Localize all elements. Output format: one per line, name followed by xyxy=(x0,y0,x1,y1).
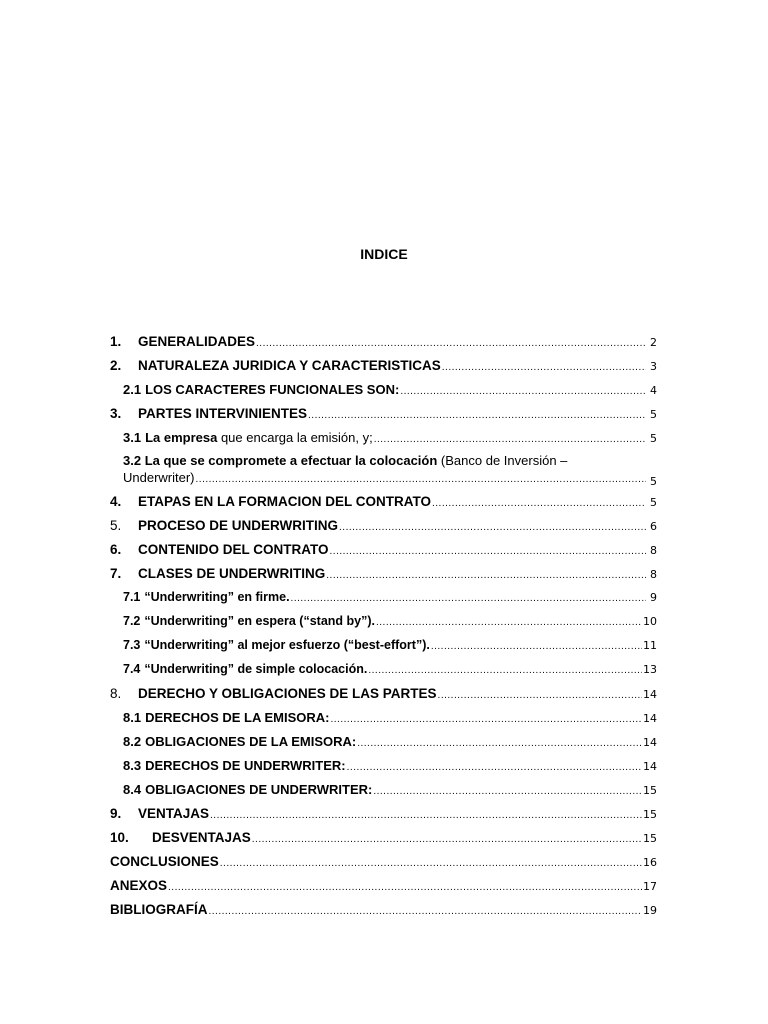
dot-leader xyxy=(339,519,646,536)
toc-label: LOS CARACTERES FUNCIONALES SON: xyxy=(145,382,400,397)
toc-page: 2 xyxy=(650,336,657,349)
toc-page: 17 xyxy=(643,880,657,893)
toc-page: 11 xyxy=(643,639,657,652)
dot-leader xyxy=(256,335,646,352)
toc-number: 10. xyxy=(110,830,129,845)
toc-page: 4 xyxy=(650,384,657,397)
toc-entry-etapas[interactable] xyxy=(110,493,657,512)
toc-page: 3 xyxy=(650,360,657,373)
toc-page: 15 xyxy=(643,832,657,845)
toc-number: 5. xyxy=(110,518,122,533)
toc-number: 7.3 xyxy=(123,638,141,652)
toc-page: 8 xyxy=(650,544,657,557)
toc-label-line2: Underwriter) xyxy=(123,470,195,485)
toc-label: OBLIGACIONES DE LA EMISORA: xyxy=(145,734,357,749)
toc-entry-empresa[interactable] xyxy=(123,429,657,448)
toc-label: DERECHO Y OBLIGACIONES DE LAS PARTES xyxy=(138,686,437,701)
toc-entry-desventajas[interactable] xyxy=(110,829,657,848)
dot-leader xyxy=(374,431,646,448)
toc-entry-espera[interactable] xyxy=(123,613,657,631)
dot-leader xyxy=(368,662,642,679)
toc-label: BIBLIOGRAFÍA xyxy=(110,902,208,917)
toc-label: PROCESO DE UNDERWRITING xyxy=(138,518,339,533)
toc-entry-obligaciones-emisora[interactable] xyxy=(123,733,657,752)
toc-page: 6 xyxy=(650,520,657,533)
toc-page: 5 xyxy=(650,496,657,509)
dot-leader xyxy=(308,407,646,424)
toc-label: ETAPAS EN LA FORMACION DEL CONTRATO xyxy=(138,494,431,509)
toc-label: CLASES DE UNDERWRITING xyxy=(138,566,326,581)
toc-page: 8 xyxy=(650,568,657,581)
toc-label: “Underwriting” de simple colocación. xyxy=(144,662,368,676)
toc-label: PARTES INTERVINIENTES xyxy=(138,406,308,421)
dot-leader xyxy=(400,383,646,400)
toc-entry-firme[interactable] xyxy=(123,589,657,607)
toc-label: CONCLUSIONES xyxy=(110,854,219,869)
toc-number: 6. xyxy=(110,542,122,557)
page-title: INDICE xyxy=(360,246,408,262)
toc-entry-partes[interactable] xyxy=(110,405,657,424)
toc-number: 8.2 xyxy=(123,734,142,749)
toc-number: 1. xyxy=(110,334,122,349)
dot-leader xyxy=(196,471,646,488)
dot-leader xyxy=(432,495,646,512)
dot-leader xyxy=(168,879,642,896)
toc-entry-naturaleza[interactable] xyxy=(110,357,657,376)
toc-page: 15 xyxy=(643,784,657,797)
dot-leader xyxy=(431,638,642,655)
toc-number: 3.2 xyxy=(123,453,142,468)
toc-entry-obligaciones-underwriter[interactable] xyxy=(123,781,657,800)
toc-page: 16 xyxy=(643,856,657,869)
toc-number: 9. xyxy=(110,806,122,821)
toc-entry-colocacion[interactable] xyxy=(123,452,657,488)
toc-entry-derechos-emisora[interactable] xyxy=(123,709,657,728)
toc-number: 2.1 xyxy=(123,382,142,397)
toc-page: 14 xyxy=(643,760,657,773)
toc-page: 5 xyxy=(650,408,657,421)
dot-leader xyxy=(438,687,642,704)
toc-page: 14 xyxy=(643,712,657,725)
toc-label-rest: que encarga la emisión, y; xyxy=(217,430,373,445)
toc-label: NATURALEZA JURIDICA Y CARACTERISTICAS xyxy=(138,358,441,373)
toc-entry-contenido[interactable] xyxy=(110,541,657,560)
toc-label: OBLIGACIONES DE UNDERWRITER: xyxy=(145,782,373,797)
toc-number: 8. xyxy=(110,686,122,701)
dot-leader xyxy=(209,903,643,920)
toc-entry-proceso[interactable] xyxy=(110,517,657,536)
dot-leader xyxy=(376,614,642,631)
toc-label: VENTAJAS xyxy=(138,806,210,821)
toc-page: 5 xyxy=(650,432,657,445)
dot-leader xyxy=(357,735,642,752)
toc-page: 15 xyxy=(643,808,657,821)
toc-entry-simple-colocacion[interactable] xyxy=(123,661,657,679)
toc-label: “Underwriting” en espera (“stand by”). xyxy=(144,614,375,628)
toc-entry-caracteres[interactable] xyxy=(123,381,657,400)
toc-number: 2. xyxy=(110,358,122,373)
toc-number: 8.1 xyxy=(123,710,142,725)
toc-page: 19 xyxy=(643,904,657,917)
toc-label-rest: (Banco de Inversión – xyxy=(437,453,568,468)
dot-leader xyxy=(220,855,642,872)
toc-number: 7.2 xyxy=(123,614,141,628)
toc-number: 3.1 xyxy=(123,430,142,445)
toc-page: 14 xyxy=(643,688,657,701)
toc-entry-mejor-esfuerzo[interactable] xyxy=(123,637,657,655)
toc-page: 13 xyxy=(643,663,657,676)
toc-entry-clases[interactable] xyxy=(110,565,657,584)
toc-label-bold: La empresa xyxy=(145,430,218,445)
toc-label: GENERALIDADES xyxy=(138,334,256,349)
dot-leader xyxy=(347,759,642,776)
toc-label: DERECHOS DE UNDERWRITER: xyxy=(145,758,346,773)
dot-leader xyxy=(330,543,646,560)
dot-leader xyxy=(373,783,642,800)
toc-page: 5 xyxy=(650,475,657,488)
toc-label: “Underwriting” en firme. xyxy=(144,590,290,604)
toc-number: 8.4 xyxy=(123,782,142,797)
toc-number: 4. xyxy=(110,494,122,509)
toc-label: CONTENIDO DEL CONTRATO xyxy=(138,542,329,557)
toc-entry-ventajas[interactable] xyxy=(110,805,657,824)
toc-number: 3. xyxy=(110,406,122,421)
toc-number: 7.1 xyxy=(123,590,141,604)
toc-label: “Underwriting” al mejor esfuerzo (“best-effort”). xyxy=(144,638,430,652)
toc-entry-generalidades[interactable] xyxy=(110,333,657,352)
toc-entry-bibliografia[interactable] xyxy=(110,901,657,920)
toc-page: 9 xyxy=(650,591,657,604)
toc-number: 7.4 xyxy=(123,662,141,676)
toc-page: 10 xyxy=(643,615,657,628)
toc-number: 7. xyxy=(110,566,122,581)
dot-leader xyxy=(326,567,646,584)
toc-number: 8.3 xyxy=(123,758,142,773)
toc-label: DESVENTAJAS xyxy=(152,830,251,845)
dot-leader xyxy=(331,711,643,728)
dot-leader xyxy=(252,831,642,848)
toc-entry-conclusiones[interactable] xyxy=(110,853,657,872)
dot-leader xyxy=(291,590,646,607)
dot-leader xyxy=(442,359,646,376)
toc-label: DERECHOS DE LA EMISORA: xyxy=(145,710,330,725)
toc-page: 14 xyxy=(643,736,657,749)
toc-entry-anexos[interactable] xyxy=(110,877,657,896)
toc-label: ANEXOS xyxy=(110,878,168,893)
toc-entry-derechos-obligaciones[interactable] xyxy=(110,685,657,704)
dot-leader xyxy=(210,807,642,824)
toc-label-bold: La que se compromete a efectuar la colocación xyxy=(144,453,438,468)
toc-entry-derechos-underwriter[interactable] xyxy=(123,757,657,776)
